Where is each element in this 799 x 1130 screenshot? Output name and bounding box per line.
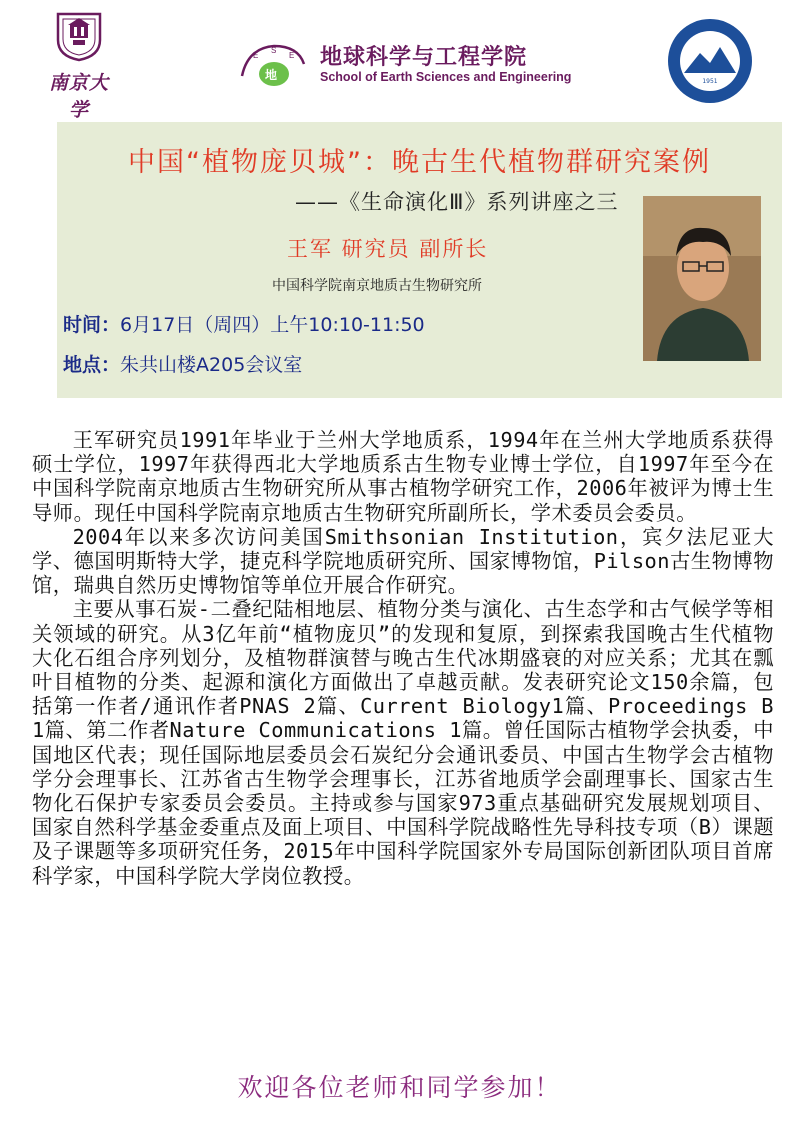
school-emblem-icon [238,42,308,90]
speaker-institute: 中国科学院南京地质古生物研究所 [272,278,482,294]
poster-header [0,0,799,120]
time-value: 6月17日（周四）上午10:10-11:50 [120,314,425,336]
svg-text:E: E [253,51,259,60]
nju-logo [42,10,116,121]
school-logo [238,40,572,92]
place-value: 朱共山楼A205会议室 [120,354,303,376]
speaker-portrait-icon [643,196,761,361]
speaker-name: 王军 研究员 副所长 [287,237,489,261]
bio-paragraph: 王军研究员1991年毕业于兰州大学地质系，1994年在兰州大学地质系获得硕士学位，1997年获得西北大学地质系古生物专业博士学位，自1997年至今在中国科学院南京地质古生物研究所从事古植物学研究工作，2006年被评为博士生导师。现任中国科学院南京地质古生物研究所副所长，学术委员会委员。 [32,428,774,525]
bio-paragraph: 主要从事石炭-二叠纪陆相地层、植物分类与演化、古生态学和古气候学等相关领域的研究。从3亿年前“植物庞贝”的发现和复原，到探索我国晚古生代植物大化石组合序列划分，及植物群演替与晚古生代冰期盛衰的对应关系；尤其在瓢叶目植物的分类、起源和演化方面做出了卓越贡献。发表研究论文150余篇，包括第一作者/通讯作者PNAS 2篇、Current Biology1篇、Proceedings B 1篇、第二作者Nature Communications 1篇。曾任国际古植物学会执委，中国地区代表；现任国际地层委员会石炭纪分会通讯委员、中国古生物学会古植物学分会理事长、江苏省古生物学会理事长，江苏省地质学会副理事长、国家古生物化石保护专家委员会委员。主持或参与国家973重点基础研究发展规划项目、国家自然科学基金委重点及面上项目、中国科学院战略性先导科技专项（B）课题及子课题等多项研究任务，2015年中国科学院国家外专局国际创新团队项目首席科学家，中国科学院大学岗位教授。 [32,597,774,888]
svg-text:地: 地 [265,68,278,82]
svg-text:S: S [271,46,277,55]
svg-text:1951: 1951 [702,78,718,85]
time-label: 时间： [63,314,121,336]
svg-text:E: E [289,51,295,60]
nju-seal-icon [54,10,104,62]
nigpas-logo-icon [666,17,754,105]
welcome-message: 欢迎各位老师和同学参加！ [237,1073,562,1102]
lecture-subtitle: ——《生命演化Ⅲ》系列讲座之三 [295,190,619,214]
place-label: 地点： [63,354,121,376]
lecture-time [63,310,425,337]
bio-paragraph: 2004年以来多次访问美国Smithsonian Institution，宾夕法尼亚大学、德国明斯特大学，捷克科学院地质研究所、国家博物馆，Pilson古生物博物馆，瑞典自然历史博物馆等单位开展合作研究。 [32,524,774,598]
speaker-photo [643,196,761,361]
lecture-place [63,350,302,377]
speaker-biography [32,428,774,888]
nju-name: 南京大学 [48,72,109,121]
school-name-en: School of Earth Sciences and Engineering [320,70,572,84]
lecture-title: 中国“植物庞贝城”：晚古生代植物群研究案例 [128,147,711,178]
school-name-cn: 地球科学与工程学院 [320,45,528,70]
